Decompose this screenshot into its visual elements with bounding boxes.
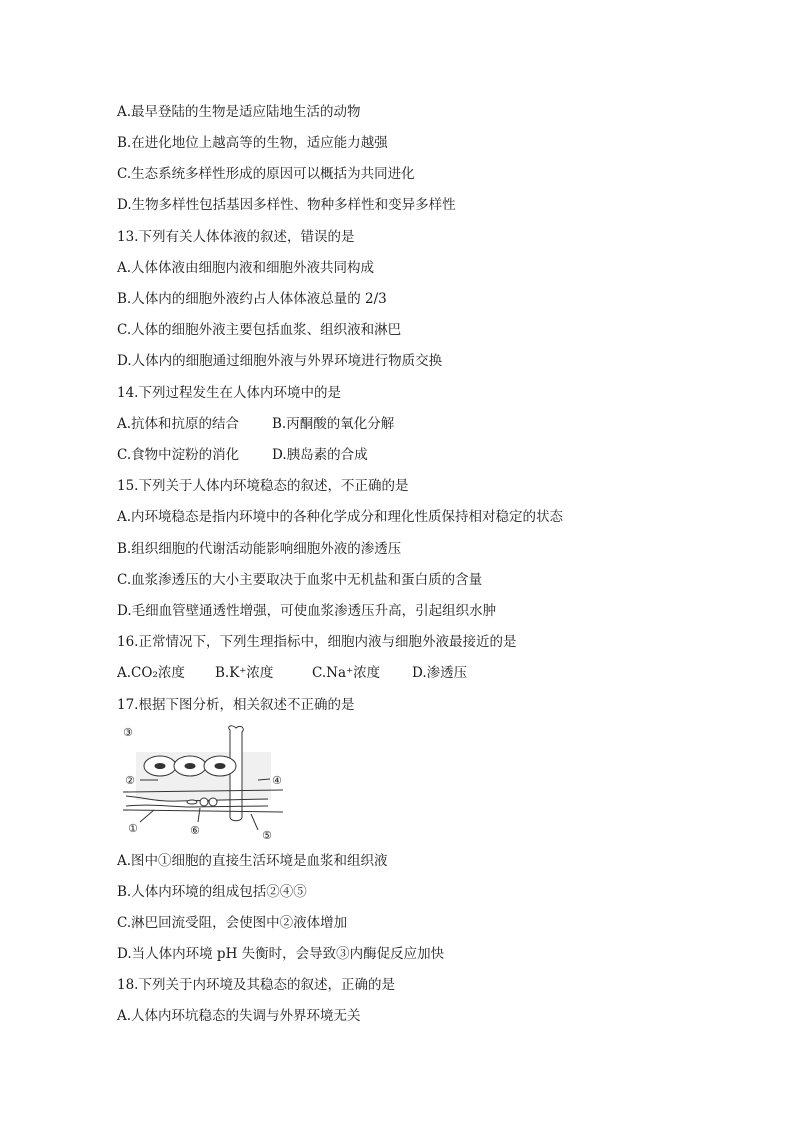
q16-stem: 16.正常情况下，下列生理指标中，细胞内液与细胞外液最接近的是 xyxy=(117,634,517,650)
q14-stem: 14.下列过程发生在人体内环境中的是 xyxy=(117,385,341,401)
q17-stem: 17.根据下图分析，相关叙述不正确的是 xyxy=(117,697,355,713)
q14-option-b: B.丙酮酸的氧化分解 xyxy=(272,416,395,432)
q18-option-a: A.人体内环坑稳态的失调与外界环境无关 xyxy=(117,1008,361,1024)
figure-label-6: ⑥ xyxy=(190,824,200,837)
q14-options-row-2 xyxy=(117,446,517,464)
q14-option-c: C.食物中淀粉的消化 xyxy=(117,447,240,463)
q15-option-b: B.组织细胞的代谢活动能影响细胞外液的渗透压 xyxy=(117,541,402,557)
figure-label-4: ④ xyxy=(272,774,282,787)
q17-option-b: B.人体内环境的组成包括②④⑤ xyxy=(117,884,307,900)
q15-stem: 15.下列关于人体内环境稳态的叙述，不正确的是 xyxy=(117,478,409,494)
q12-option-a: A.最早登陆的生物是适应陆地生活的动物 xyxy=(117,104,361,120)
q15-option-d: D.毛细血管壁通透性增强，可使血浆渗透压升高，引起组织水肿 xyxy=(117,603,497,619)
q12-option-b: B.在进化地位上越高等的生物，适应能力越强 xyxy=(117,135,388,151)
q15-option-a: A.内环境稳态是指内环境中的各种化学成分和理化性质保持相对稳定的状态 xyxy=(117,509,564,525)
q12-option-d: D.生物多样性包括基因多样性、物种多样性和变异多样性 xyxy=(117,197,456,213)
q13-option-a: A.人体体液由细胞内液和细胞外液共同构成 xyxy=(117,260,375,276)
q14-option-d: D.胰岛素的合成 xyxy=(272,447,368,463)
q13-option-b: B.人体内的细胞外液约占人体体液总量的 2/3 xyxy=(117,291,387,307)
figure-label-5: ⑤ xyxy=(262,829,272,842)
q16-option-d: D.渗透压 xyxy=(412,665,468,681)
figure-label-1: ① xyxy=(128,822,138,835)
q15-option-c: C.血浆渗透压的大小主要取决于血浆中无机盐和蛋白质的含量 xyxy=(117,572,483,588)
q16-options-row xyxy=(117,664,517,682)
q13-option-c: C.人体的细胞外液主要包括血浆、组织液和淋巴 xyxy=(117,322,402,338)
q17-option-c: C.淋巴回流受阻，会使图中②液体增加 xyxy=(117,915,348,931)
q13-option-d: D.人体内的细胞通过细胞外液与外界环境进行物质交换 xyxy=(117,353,443,369)
q17-option-d: D.当人体内环境 pH 失衡时，会导致③内酶促反应加快 xyxy=(117,946,445,962)
q18-stem: 18.下列关于内环境及其稳态的叙述，正确的是 xyxy=(117,977,395,993)
q16-option-c: C.Na⁺浓度 xyxy=(312,665,381,681)
q16-option-b: B.K⁺浓度 xyxy=(215,665,274,681)
q17-option-a: A.图中①细胞的直接生活环境是血浆和组织液 xyxy=(117,853,388,869)
q12-option-c: C.生态系统多样性形成的原因可以概括为共同进化 xyxy=(117,166,415,182)
figure-label-2: ② xyxy=(125,774,135,787)
tissue-diagram xyxy=(118,722,293,842)
q14-options-row-1 xyxy=(117,415,517,433)
figure-label-3: ③ xyxy=(123,726,133,739)
q16-option-a: A.CO₂浓度 xyxy=(117,665,185,681)
q13-stem: 13.下列有关人体体液的叙述，错误的是 xyxy=(117,229,355,245)
q14-option-a: A.抗体和抗原的结合 xyxy=(117,416,240,432)
